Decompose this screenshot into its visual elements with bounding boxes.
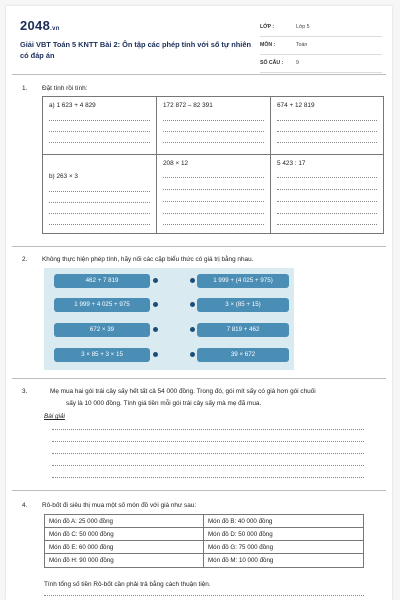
meta-value: Toán — [296, 42, 308, 48]
left-expression-pill[interactable]: 1 999 + 4 025 + 975 — [54, 298, 150, 312]
answer-line[interactable] — [163, 177, 264, 178]
left-expression-pill[interactable]: 3 × 85 + 3 × 15 — [54, 348, 150, 362]
q1-expression: 5 423 : 17 — [277, 160, 306, 167]
answer-line[interactable] — [277, 120, 377, 121]
header — [20, 12, 382, 72]
answer-line[interactable] — [163, 120, 264, 121]
answer-line[interactable] — [163, 131, 264, 132]
matching-panel — [44, 268, 294, 370]
meta-key: SỐ CÂU : — [260, 60, 284, 66]
q3-text-line-1: Mẹ mua hai gói trái cây sấy hết tất cả 54 000 đồng. Trong đó, gói mít sấy có giá hơn gói chuối — [50, 388, 316, 395]
meta-row-subject — [260, 38, 382, 55]
answer-line[interactable] — [163, 213, 264, 214]
logo-text: 2048 — [20, 18, 51, 33]
connector-dot[interactable] — [153, 352, 158, 357]
answer-line[interactable] — [277, 177, 377, 178]
site-logo[interactable] — [20, 18, 60, 33]
answer-line[interactable] — [49, 202, 150, 203]
answer-line[interactable] — [52, 453, 364, 454]
answer-line[interactable] — [277, 213, 377, 214]
connector-dot[interactable] — [190, 327, 195, 332]
price-item: Món đồ B: 40 000 đồng — [204, 515, 363, 528]
q2-prompt: Không thực hiện phép tính, hãy nối các cặp biểu thức có giá trị bằng nhau. — [42, 256, 254, 263]
connector-dot[interactable] — [153, 278, 158, 283]
q1-expression: a) 1 623 + 4 829 — [49, 102, 96, 109]
answer-line[interactable] — [49, 224, 150, 225]
worksheet-page — [6, 6, 392, 600]
answer-line[interactable] — [163, 142, 264, 143]
connector-dot[interactable] — [190, 302, 195, 307]
meta-key: LỚP : — [260, 24, 275, 30]
q1-expression: b) 263 × 3 — [49, 173, 78, 180]
price-item: Món đồ E: 60 000 đồng — [45, 541, 203, 554]
answer-line[interactable] — [163, 201, 264, 202]
answer-line[interactable] — [49, 142, 150, 143]
q1-table — [42, 96, 384, 234]
q2-number: 2. — [22, 256, 28, 263]
connector-dot[interactable] — [190, 352, 195, 357]
q1-expression: 674 + 12 819 — [277, 102, 315, 109]
solution-label: Bài giải — [44, 413, 65, 420]
answer-line[interactable] — [49, 120, 150, 121]
q1-cell — [43, 97, 157, 155]
section-divider — [12, 246, 386, 247]
q1-cell — [157, 97, 271, 155]
meta-value: Lớp 5 — [296, 24, 310, 30]
meta-row-class — [260, 20, 382, 37]
right-expression-pill[interactable]: 7 819 + 462 — [197, 323, 289, 337]
q1-expression: 208 × 12 — [163, 160, 189, 167]
q4-prompt: Rô-bốt đi siêu thị mua một số món đồ với giá như sau: — [42, 502, 197, 509]
answer-line[interactable] — [52, 465, 364, 466]
right-expression-pill[interactable]: 1 999 + (4 025 + 975) — [197, 274, 289, 288]
answer-line[interactable] — [277, 142, 377, 143]
header-divider — [12, 74, 386, 75]
price-item: Món đồ G: 75 000 đồng — [204, 541, 363, 554]
answer-line[interactable] — [52, 441, 364, 442]
q4-number: 4. — [22, 502, 28, 509]
right-expression-pill[interactable]: 3 × (85 + 15) — [197, 298, 289, 312]
answer-line[interactable] — [277, 189, 377, 190]
document-title: Giải VBT Toán 5 KNTT Bài 2: Ôn tập các phép tính với số tự nhiên có đáp án — [20, 40, 251, 60]
q1-expression: 172 872 – 82 391 — [163, 102, 213, 109]
logo-suffix: .vn — [50, 26, 60, 32]
left-expression-pill[interactable]: 462 + 7 819 — [54, 274, 150, 288]
meta-key: MÔN : — [260, 42, 276, 48]
section-divider — [12, 490, 386, 491]
price-column-left — [45, 515, 204, 567]
q3-number: 3. — [22, 388, 28, 395]
connector-dot[interactable] — [190, 278, 195, 283]
connector-dot[interactable] — [153, 302, 158, 307]
answer-line[interactable] — [49, 191, 150, 192]
q4-task: Tính tổng số tiền Rô-bốt cần phải trả bằng cách thuận tiện. — [44, 581, 211, 588]
right-expression-pill[interactable]: 39 × 672 — [197, 348, 289, 362]
answer-line[interactable] — [49, 131, 150, 132]
answer-line[interactable] — [44, 595, 364, 596]
price-item: Món đồ C: 50 000 đồng — [45, 528, 203, 541]
price-item: Món đồ M: 10 000 đồng — [208, 557, 274, 564]
answer-line[interactable] — [163, 189, 264, 190]
section-divider — [12, 378, 386, 379]
q1-cell — [271, 97, 383, 155]
left-expression-pill[interactable]: 672 × 39 — [54, 323, 150, 337]
q1-prompt: Đặt tính rồi tính: — [42, 85, 88, 92]
q3-text-line-2: sấy là 10 000 đồng. Tính giá tiền mỗi gói trái cây sấy mà mẹ đã mua. — [66, 400, 262, 407]
price-table — [44, 514, 364, 568]
answer-line[interactable] — [277, 131, 377, 132]
answer-line[interactable] — [49, 213, 150, 214]
q1-cell — [43, 155, 157, 233]
q1-cell — [271, 155, 383, 233]
meta-block — [260, 20, 382, 74]
answer-line[interactable] — [52, 477, 364, 478]
meta-row-count — [260, 56, 382, 73]
answer-line[interactable] — [52, 429, 364, 430]
price-item: Món đồ A: 25 000 đồng — [45, 515, 203, 528]
answer-line[interactable] — [163, 224, 264, 225]
price-item: Món đồ D: 50 000 đồng — [204, 528, 363, 541]
q1-number: 1. — [22, 85, 28, 92]
price-item: Món đồ H: 90 000 đồng — [49, 557, 114, 564]
price-column-right — [204, 515, 363, 567]
connector-dot[interactable] — [153, 327, 158, 332]
q1-cell — [157, 155, 271, 233]
answer-line[interactable] — [277, 201, 377, 202]
meta-value: 9 — [296, 60, 299, 66]
answer-line[interactable] — [277, 224, 377, 225]
